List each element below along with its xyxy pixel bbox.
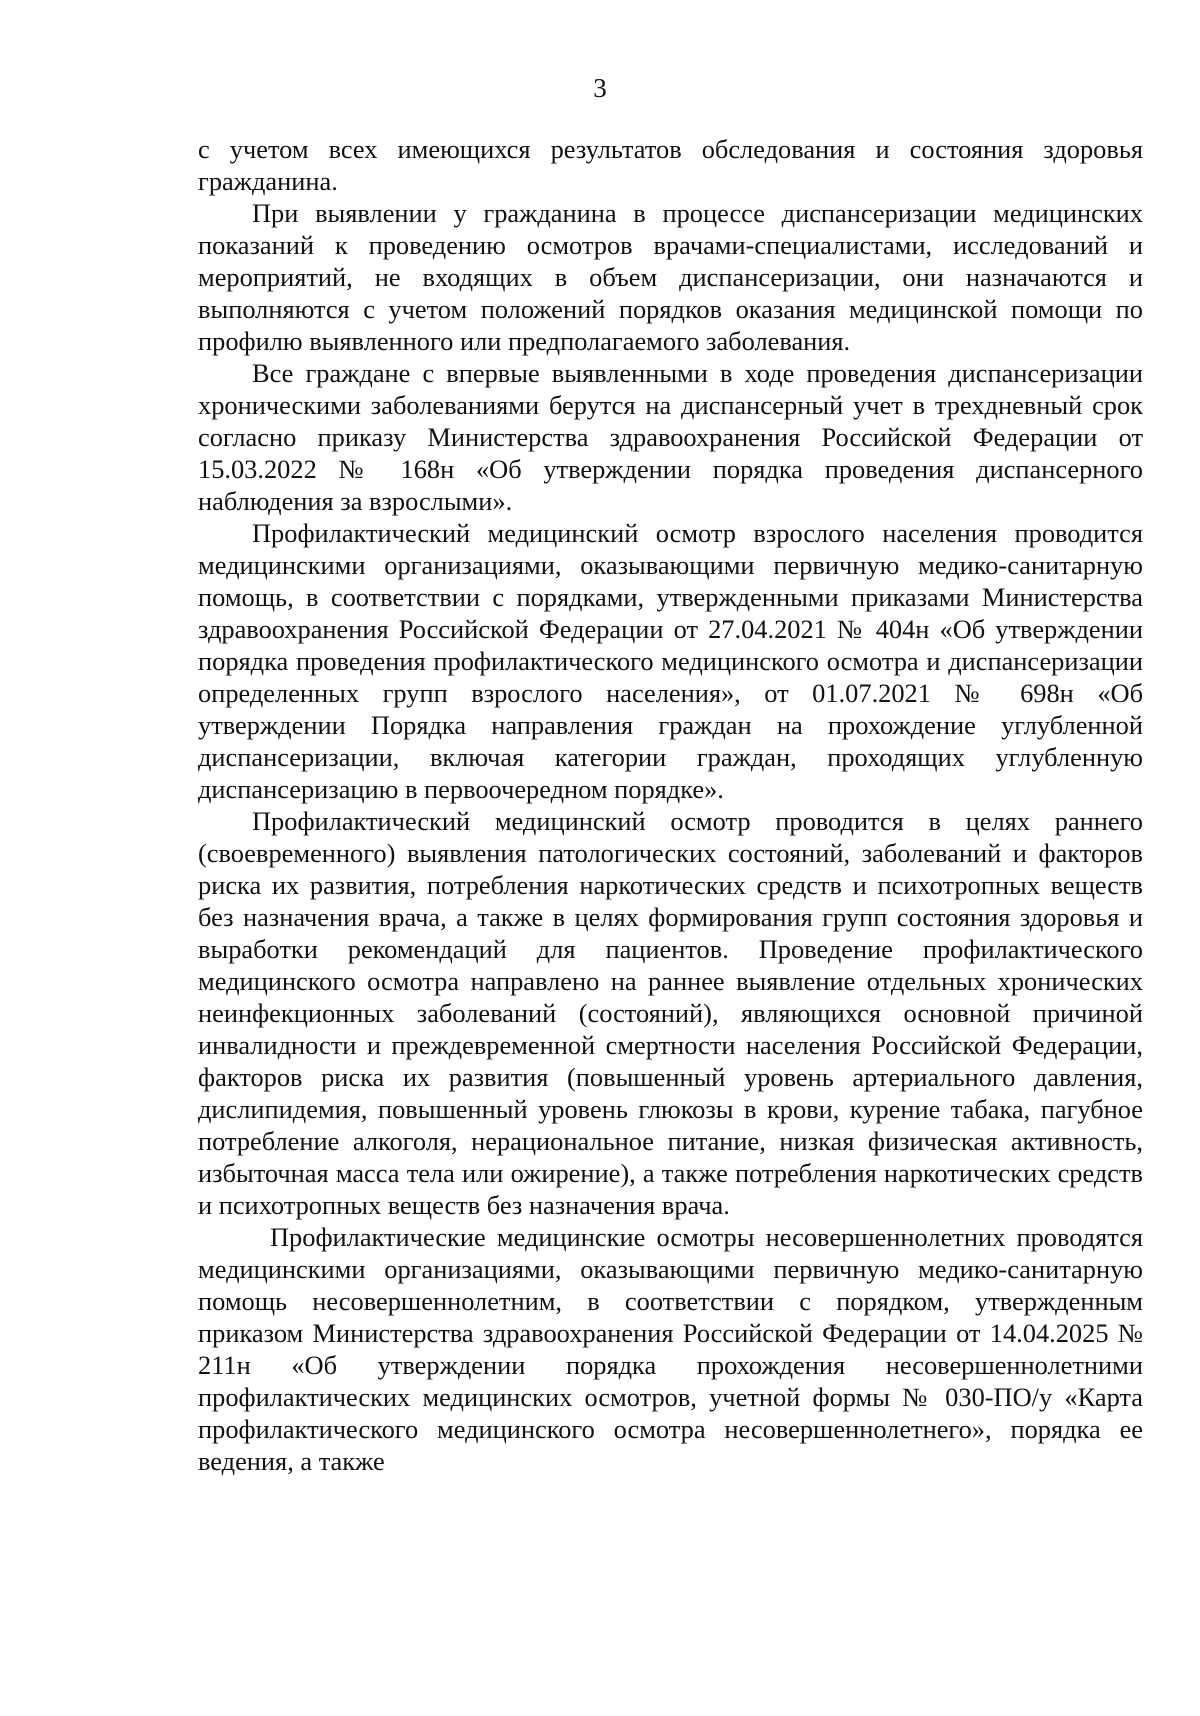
document-body xyxy=(198,133,1143,1477)
paragraph-dispensary-registration: Все граждане с впервые выявленными в ходе проведения диспансеризации хроническими заболеваниями берутся на диспансерный учет в трехдневный срок согласно приказу Министерства здравоохранения Российской Федерации от 15.03.2022 № 168н «Об утверждении порядка проведения диспансерного наблюдения за взрослыми». xyxy=(198,358,1143,516)
paragraph-adult-checkup: Профилактический медицинский осмотр взрослого населения проводится медицинскими организациями, оказывающими первичную медико-санитарную помощь, в соответствии с порядками, утвержденными приказами Министерства здравоохранения Российской Федерации от 27.04.2021 № 404н «Об утверждении порядка проведения профилактического медицинского осмотра и диспансеризации определенных групп взрослого населения», от 01.07.2021 № 698н «Об утверждении Порядка направления граждан на прохождение углубленной диспансеризации, включая категории граждан, проходящих углубленную диспансеризацию в первоочередном порядке». xyxy=(198,518,1143,804)
paragraph-checkup-goals: Профилактический медицинский осмотр проводится в целях раннего (своевременного) выявления патологических состояний, заболеваний и факторов риска их развития, потребления наркотических средств и психотропных веществ без назначения врача, а также в целях формирования групп состояния здоровья и выработки рекомендаций для пациентов. Проведение профилактического медицинского осмотра направлено на раннее выявление отдельных хронических неинфекционных заболеваний (состояний), являющихся основной причиной инвалидности и преждевременной смертности населения Российской Федерации, факторов риска их развития (повышенный уровень артериального давления, дислипидемия, повышенный уровень глюкозы в крови, курение табака, пагубное потребление алкоголя, нерациональное питание, низкая физическая активность, избыточная масса тела или ожирение), а также потребления наркотических средств и психотропных веществ без назначения врача. xyxy=(198,806,1143,1220)
paragraph-minors-checkup: Профилактические медицинские осмотры несовершеннолетних проводятся медицинскими организациями, оказывающими первичную медико-санитарную помощь несовершеннолетним, в соответствии с порядком, утвержденным приказом Министерства здравоохранения Российской Федерации от 14.04.2025 № 211н «Об утверждении порядка прохождения несовершеннолетними профилактических медицинских осмотров, учетной формы № 030-ПО/у «Карта профилактического медицинского осмотра несовершеннолетнего», порядка ее ведения, а также xyxy=(198,1222,1143,1476)
paragraph-specialist-referral: При выявлении у гражданина в процессе диспансеризации медицинских показаний к проведению осмотров врачами-специалистами, исследований и мероприятий, не входящих в объем диспансеризации, они назначаются и выполняются с учетом положений порядков оказания медицинской помощи по профилю выявленного или предполагаемого заболевания. xyxy=(198,198,1143,356)
page-number: 3 xyxy=(593,73,607,103)
paragraph-continuation: с учетом всех имеющихся результатов обследования и состояния здоровья гражданина. xyxy=(198,134,1143,196)
